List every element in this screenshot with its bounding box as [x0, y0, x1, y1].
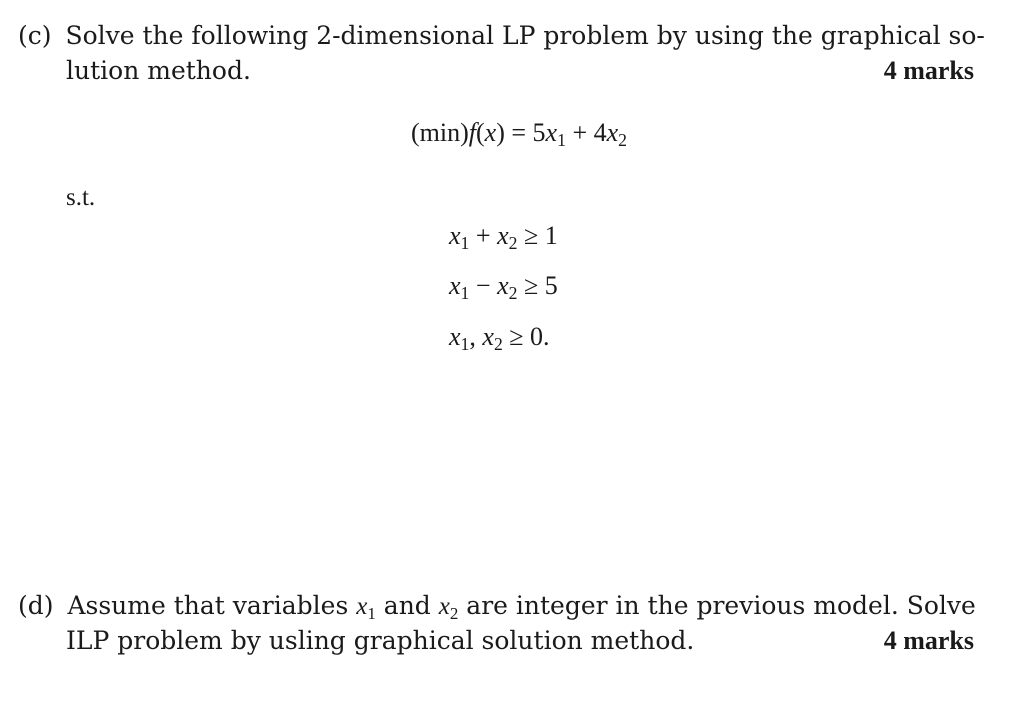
constraint-3-sub-a: 1	[460, 333, 470, 354]
constraint-2-var-b: x	[497, 271, 509, 300]
constraint-1-sub-b: 2	[508, 232, 518, 253]
constraint-3-sub-b: 2	[493, 333, 503, 354]
question-d-text-1a: Assume that variables	[67, 591, 357, 620]
constraint-3-op: ,	[469, 322, 483, 351]
objective-arg-x: x	[484, 118, 497, 147]
objective-x2: x	[606, 118, 619, 147]
question-d-var2-sub: 2	[449, 603, 459, 623]
constraint-1-sub-a: 1	[460, 232, 470, 253]
question-d-label: (d)	[18, 591, 54, 620]
constraint-1-var-b: x	[497, 221, 509, 250]
objective-x1: x	[545, 118, 558, 147]
constraint-3-var-b: x	[482, 322, 494, 351]
question-c-marks: 4 marks	[883, 56, 974, 85]
constraint-2-sub-a: 1	[460, 282, 470, 303]
objective-plus: + 4	[565, 118, 607, 147]
question-d-text-1b: and	[375, 591, 439, 620]
objective-eq: = 5	[504, 118, 546, 147]
constraint-2-rel: ≥ 5	[517, 271, 558, 300]
question-d	[18, 588, 974, 658]
question-d-text-1c: are integer in the previous model. Solve	[458, 591, 976, 620]
constraint-1-op: +	[469, 221, 498, 250]
question-c-text-1: Solve the following 2-dimensional LP problem by using the graphical so-	[65, 21, 985, 50]
constraint-1-var-a: x	[449, 221, 461, 250]
subject-to-label: s.t.	[66, 184, 96, 211]
question-d-var1-sub: 1	[367, 603, 376, 623]
constraint-2-var-a: x	[449, 271, 461, 300]
question-c-label: (c)	[18, 21, 52, 50]
question-c	[18, 18, 985, 88]
question-d-text-2: ILP problem by usling graphical solution method.	[66, 626, 695, 655]
question-c-line-1	[18, 18, 985, 53]
constraint-2-op: −	[469, 271, 498, 300]
constraint-3-var-a: x	[449, 322, 461, 351]
constraint-3	[449, 322, 550, 352]
constraint-2-sub-b: 2	[508, 282, 518, 303]
constraint-3-rel: ≥ 0.	[502, 322, 550, 351]
constraint-1	[449, 221, 558, 251]
constraint-1-rel: ≥ 1	[517, 221, 558, 250]
question-d-marks: 4 marks	[883, 626, 974, 655]
objective-x1-sub: 1	[557, 129, 566, 150]
question-c-text-2: lution method.	[66, 56, 251, 85]
question-d-line-2	[18, 623, 974, 658]
question-d-var2: x	[438, 593, 450, 620]
objective-prefix: (min)	[410, 118, 469, 147]
objective-x2-sub: 2	[618, 129, 627, 150]
objective-function: $(\min)f(x) = 5x_1 + 4x_2$	[410, 118, 627, 150]
constraint-2	[449, 271, 558, 301]
objective-f: f	[468, 118, 476, 147]
question-d-line-1	[18, 588, 974, 623]
question-d-var1: x	[356, 593, 368, 620]
question-c-line-2	[18, 53, 974, 88]
